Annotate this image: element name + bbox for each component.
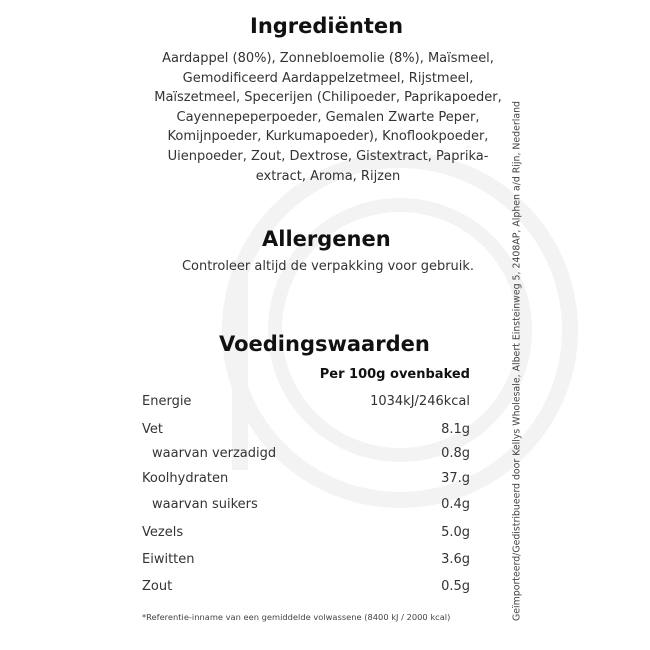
- nutrition-row: [142, 394, 470, 409]
- nutrition-row: [142, 446, 470, 461]
- ingredients-title: Ingrediënten: [250, 14, 404, 38]
- nutrient-label: Vet: [142, 422, 163, 437]
- ingredients-line: Gemodificeerd Aardappelzetmeel, Rijstmeel,: [182, 70, 474, 86]
- distributor-text: Geïmporteerd/Gedistribueerd door Kellys Wholesale, Albert Einsteinweg 5, 2408AP, Alphen a/d Rijn, Nederland: [511, 100, 523, 622]
- ingredients-line: Maïszetmeel, Specerijen (Chilipoeder, Paprikapoeder,: [154, 90, 502, 106]
- nutrient-label: Vezels: [142, 525, 184, 540]
- nutrient-value: 37.g: [441, 471, 470, 486]
- nutrient-value: 1034kJ/246kcal: [370, 394, 470, 409]
- ingredients-line: Uienpoeder, Zout, Dextrose, Gistextract, Paprika-: [167, 148, 489, 164]
- allergens-text: Controleer altijd de verpakking voor gebruik.: [181, 259, 475, 274]
- nutrition-row: [142, 422, 470, 437]
- nutrient-label: Energie: [142, 394, 192, 409]
- nutrition-title: Voedingswaarden: [219, 332, 430, 356]
- nutrition-row: [142, 497, 470, 512]
- nutrient-value: 0.4g: [441, 497, 470, 512]
- nutrition-row: [142, 471, 470, 486]
- nutrient-label: Eiwitten: [142, 552, 195, 567]
- nutrition-row: [142, 525, 470, 540]
- ingredients-text: [140, 49, 516, 186]
- nutrition-row: [142, 552, 470, 567]
- nutrient-value: 0.8g: [441, 446, 470, 461]
- nutrient-value: 0.5g: [441, 579, 470, 594]
- ingredients-line: extract, Aroma, Rijzen: [255, 168, 401, 184]
- ingredients-line: Komijnpoeder, Kurkumapoeder), Knoflookpoeder,: [167, 129, 489, 145]
- nutrient-label: Zout: [142, 579, 173, 594]
- ingredients-line: Cayennepeperpoeder, Gemalen Zwarte Peper,: [176, 109, 480, 125]
- ingredients-line: Aardappel (80%), Zonnebloemolie (8%), Maïsmeel,: [162, 51, 494, 66]
- nutrition-footnote: *Referentie-inname van een gemiddelde volwassene (8400 kJ / 2000 kcal): [142, 612, 451, 622]
- nutrient-label: waarvan suikers: [152, 497, 258, 512]
- nutrient-value: 5.0g: [441, 525, 470, 540]
- nutrient-value: 3.6g: [441, 552, 470, 567]
- nutrient-value: 8.1g: [441, 422, 470, 437]
- nutrient-label: Koolhydraten: [142, 471, 229, 486]
- nutrition-row: [142, 579, 470, 594]
- nutrition-column-header: Per 100g ovenbaked: [319, 367, 470, 382]
- allergens-title: Allergenen: [262, 227, 391, 251]
- nutrient-label: waarvan verzadigd: [152, 446, 277, 461]
